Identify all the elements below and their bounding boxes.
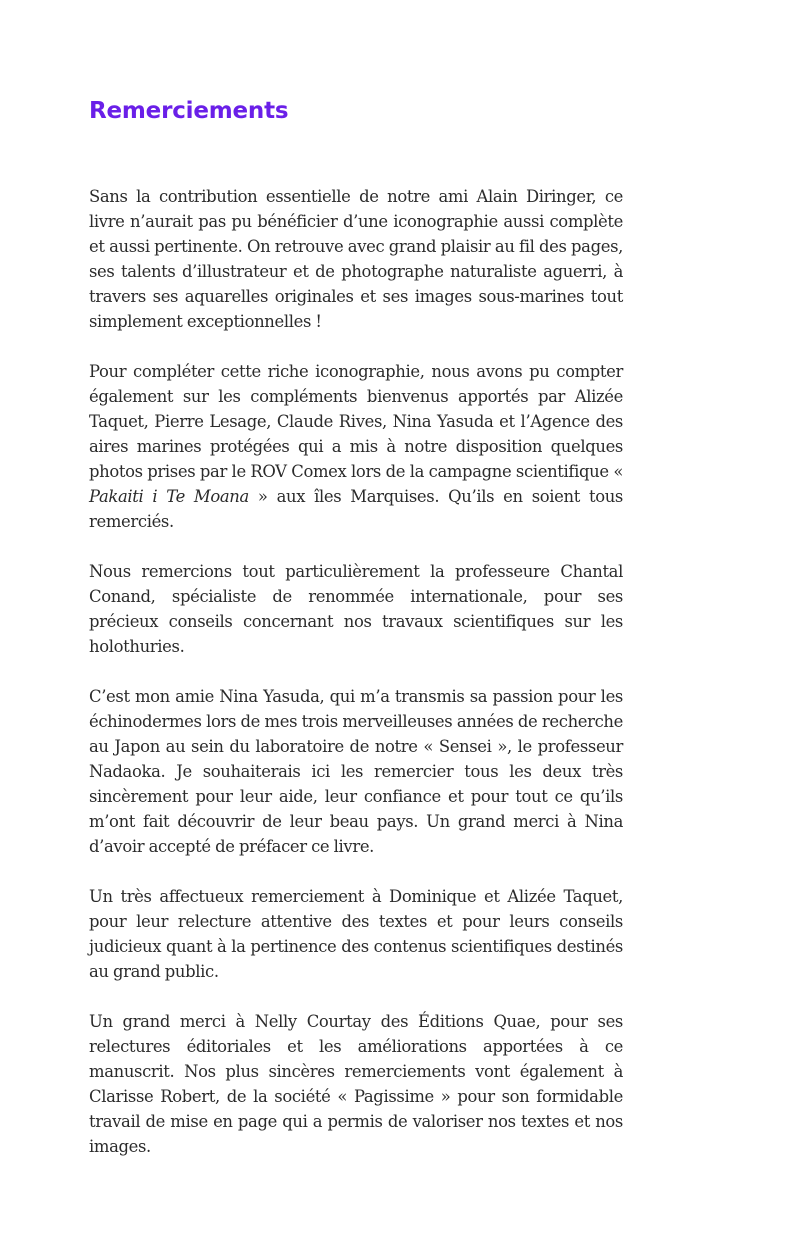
campaign-name-italic: Pakaiti i Te Moana	[89, 487, 249, 506]
paragraph-iconographie	[89, 359, 623, 534]
paragraph-text-after: » aux îles Marquises. Qu’ils en soient tous remerciés.	[89, 487, 623, 531]
body-text	[89, 184, 623, 1184]
paragraph-nina-yasuda: C’est mon amie Nina Yasuda, qui m’a transmis sa passion pour les échinodermes lors de mes trois merveilleuses années de recherche au Japon au sein du laboratoire de notre « Sensei », le professeur Nadaoka. Je souhaiterais ici les remercier tous les deux très sincèrement pour leur aide, leur confiance et pour tout ce qu’ils m’ont fait découvrir de leur beau pays. Un grand merci à Nina d’avoir accepté de préfacer ce livre.	[89, 687, 623, 856]
paragraph-alain-diringer: Sans la contribution essentielle de notre ami Alain Diringer, ce livre n’aurait pas pu bénéficier d’une iconographie aussi complète et aussi pertinente. On retrouve avec grand plaisir au fil des pages, ses talents d’illustrateur et de photographe naturaliste aguerri, à travers ses aquarelles originales et ses images sous-marines tout simplement exceptionnelles !	[89, 187, 623, 331]
paragraph-text-before: Pour compléter cette riche iconographie, nous avons pu compter également sur les compléments bienvenus apportés par Alizée Taquet, Pierre Lesage, Claude Rives, Nina Yasuda et l’Agence des aires marines protégées qui a mis à notre disposition quelques photos prises par le ROV Comex lors de la campagne scientifique «	[89, 362, 623, 481]
paragraph-taquet: Un très affectueux remerciement à Dominique et Alizée Taquet, pour leur relecture attentive des textes et pour leurs conseils judicieux quant à la pertinence des contenus scientifiques destinés au grand public.	[89, 887, 623, 981]
page-title: Remerciements	[89, 98, 289, 124]
paragraph-chantal-conand: Nous remercions tout particulièrement la professeure Chantal Conand, spécialiste de renommée internationale, pour ses précieux conseils concernant nos travaux scientifiques sur les holothuries.	[89, 562, 623, 656]
paragraph-editions-quae: Un grand merci à Nelly Courtay des Éditions Quae, pour ses relectures éditoriales et les améliorations apportées à ce manuscrit. Nos plus sincères remerciements vont également à Clarisse Robert, de la société « Pagissime » pour son formidable travail de mise en page qui a permis de valoriser nos textes et nos images.	[89, 1012, 623, 1156]
